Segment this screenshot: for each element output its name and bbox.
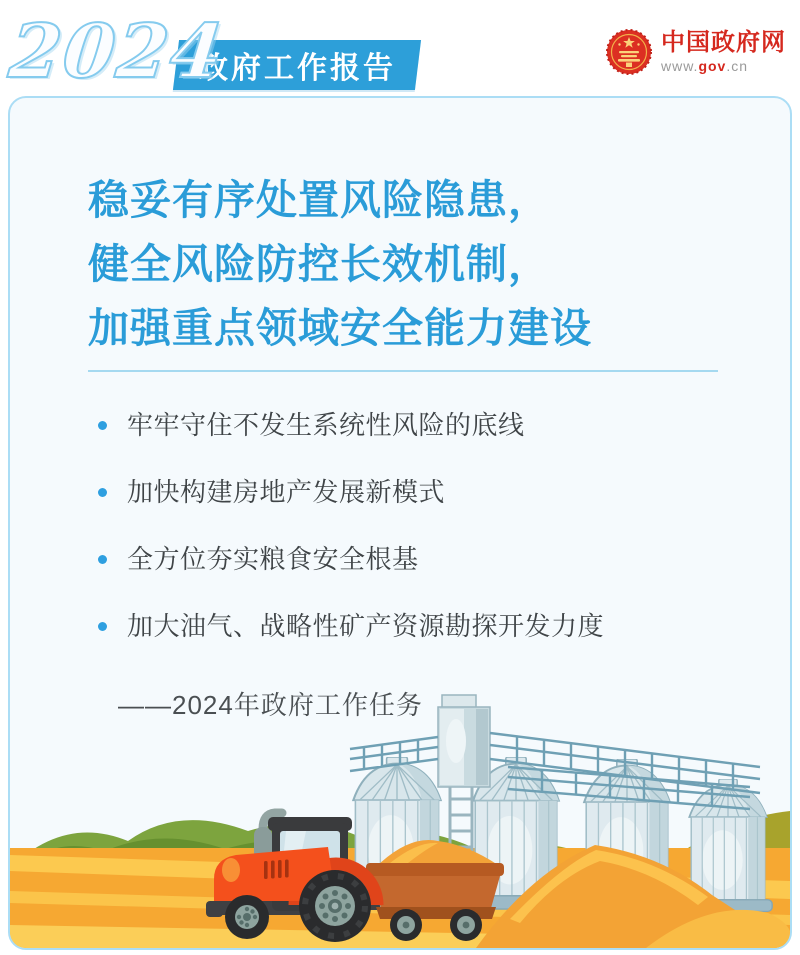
list-item bbox=[90, 609, 790, 643]
title-line-3: 加强重点领域安全能力建设 bbox=[88, 305, 592, 351]
task-list bbox=[90, 408, 790, 643]
list-item bbox=[90, 542, 790, 576]
site-url bbox=[661, 59, 786, 74]
national-emblem-icon bbox=[605, 28, 653, 76]
site-name: 中国政府网 bbox=[661, 28, 786, 56]
url-gov: gov bbox=[698, 58, 727, 74]
tractor-front-wheel bbox=[225, 895, 269, 939]
gov-logo bbox=[605, 28, 786, 76]
page-title bbox=[88, 168, 790, 360]
bullet-text: 加快构建房地产发展新模式 bbox=[127, 477, 446, 507]
title-line-1: 稳妥有序处置风险隐患， bbox=[88, 177, 550, 223]
bullet-dot-icon bbox=[98, 421, 107, 430]
bullet-text: 牢牢守住不发生系统性风险的底线 bbox=[127, 410, 525, 440]
url-cn: .cn bbox=[726, 58, 749, 74]
url-www: www. bbox=[661, 58, 699, 74]
list-item bbox=[90, 408, 790, 442]
list-item bbox=[90, 475, 790, 509]
bullet-dot-icon bbox=[98, 488, 107, 497]
bullet-dot-icon bbox=[98, 622, 107, 631]
front-bumper bbox=[206, 903, 223, 917]
bullet-text: 全方位夯实粮食安全根基 bbox=[127, 544, 419, 574]
banner-label: 政府工作报告 bbox=[198, 52, 396, 85]
attribution: ——2024年政府工作任务 bbox=[118, 690, 423, 720]
bullet-text: 加大油气、战略性矿产资源勘探开发力度 bbox=[127, 611, 605, 641]
content-card bbox=[8, 96, 792, 950]
year-2024: 2024 bbox=[5, 9, 229, 95]
title-line-2: 健全风险防控长效机制， bbox=[88, 241, 550, 287]
title-divider bbox=[88, 370, 718, 372]
bullet-dot-icon bbox=[98, 555, 107, 564]
tractor-rear-wheel bbox=[299, 870, 371, 942]
